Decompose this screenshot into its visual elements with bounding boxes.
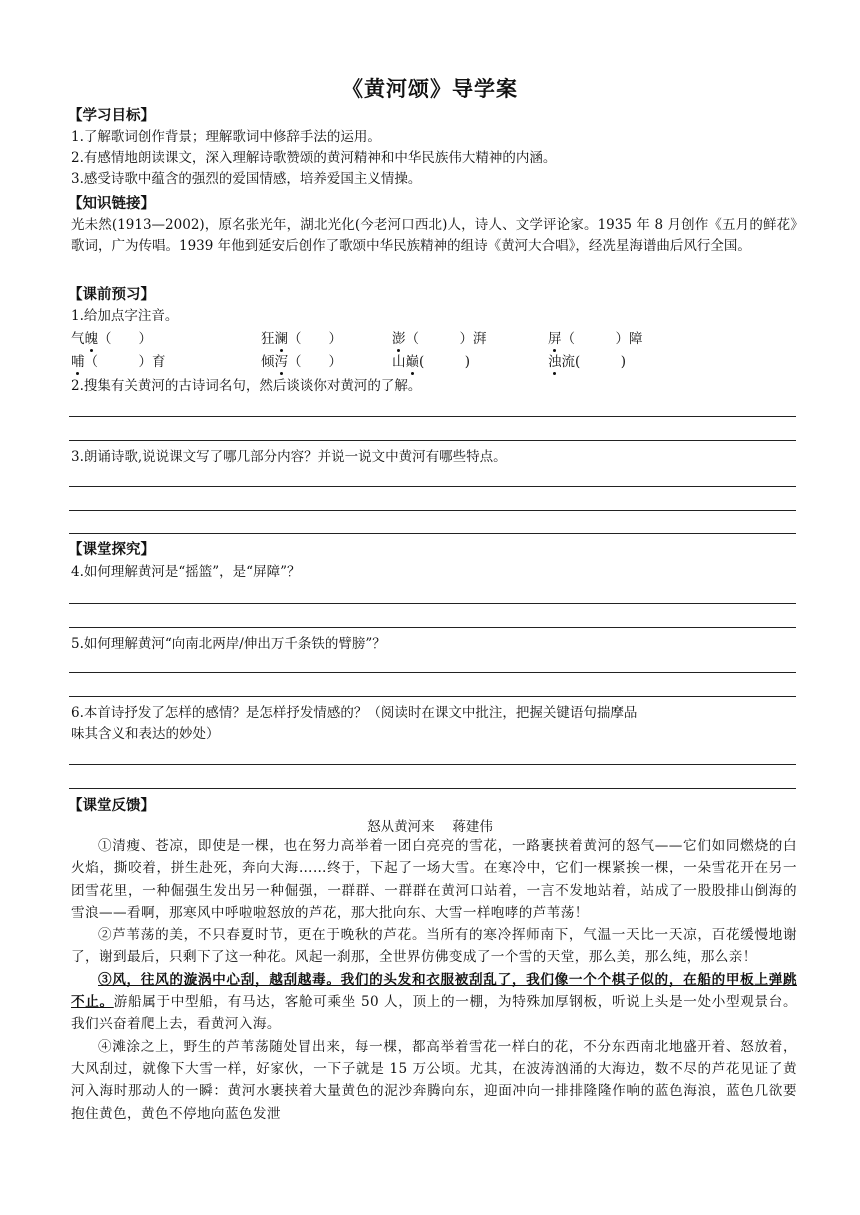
page-title: 《黄河颂》导学案 — [342, 77, 518, 101]
question-1: 1.给加点字注音。 — [71, 308, 179, 324]
goal-item-3: 3.感受诗歌中蕴含的强烈的爱国情感，培养爱国主义情操。 — [71, 171, 422, 187]
pinyin-item-zhuoliu: 浊流( ) — [548, 352, 626, 373]
answer-line — [69, 788, 796, 789]
section-heading-knowledge: 【知识链接】 — [68, 196, 155, 212]
answer-line — [69, 603, 796, 604]
answer-line — [69, 627, 796, 628]
section-heading-feedback: 【课堂反馈】 — [68, 798, 155, 814]
answer-line — [69, 416, 796, 417]
pinyin-item-qingxie: 倾泻（ ） — [261, 352, 342, 373]
reading-passage — [71, 835, 797, 1125]
answer-line — [69, 672, 796, 673]
question-6-line-2: 味其含义和表达的妙处） — [71, 726, 220, 742]
question-4: 4.如何理解黄河是“摇篮”，是“屏障”？ — [71, 564, 301, 580]
section-heading-explore: 【课堂探究】 — [68, 542, 155, 558]
passage-paragraph-2: ②芦苇荡的美，不只春夏时节，更在于晚秋的芦花。当所有的寒冷挥师南下，气温一天比一天凉，百花缓慢地谢了，谢到最后，只剩下了这一种花。风起一刹那，全世界仿佛变成了一个雪的天堂，那么美，那么纯，那么亲！ — [71, 927, 797, 966]
answer-line — [69, 764, 796, 765]
pinyin-item-shandian: 山巅( ) — [392, 352, 470, 373]
pinyin-item-pengpai: 澎（ ）湃 — [392, 329, 487, 350]
passage-paragraph-3 — [71, 969, 797, 1036]
passage-paragraph-1: ①清瘦、苍凉，即使是一棵，也在努力高举着一团白亮亮的雪花，一路裹挟着黄河的怒气——它们如同燃烧的白火焰，撕咬着，拼生赴死，奔向大海……终于，下起了一场大雪。在寒冷中，它们一棵紧挨一棵，一朵雪花开在另一团雪花里，一种倔强生发出另一种倔强，一群群、一群群在黄河口站着，一言不发地站着，站成了一股股排山倒海的雪浪——看啊，那寒风中呼啦啦怒放的芦花，那大批向东、大雪一样咆哮的芦苇荡！ — [71, 838, 797, 921]
pinyin-item-kuanglan: 狂澜（ ） — [261, 329, 342, 350]
goal-item-2: 2.有感情地朗读课文，深入理解诗歌赞颂的黄河精神和中华民族伟大精神的内涵。 — [71, 150, 557, 166]
pinyin-item-pingzhang: 屏（ ）障 — [548, 329, 643, 350]
section-heading-goals: 【学习目标】 — [68, 108, 155, 124]
pinyin-item-qipo: 气魄（ ） — [71, 329, 152, 350]
author-intro: 光未然(1913—2002)，原名张光年，湖北光化(今老河口西北)人，诗人、文学评论家。1935 年 8 月创作《五月的鲜花》歌词，广为传唱。1939 年他到延安后创作了歌颂中华民族精神的组诗《黄河大合唱》，经冼星海谱曲后风行全国。 — [71, 217, 797, 254]
emphasized-sentence: ③风，往风的漩涡中心刮，越刮越毒。我们的头发和衣服被刮乱了，我们像一个个棋子似的，在船的甲板上弹跳不止。 — [71, 971, 797, 1011]
question-3: 3.朗诵诗歌,说说课文写了哪几部分内容？并说一说文中黄河有哪些特点。 — [71, 449, 507, 465]
question-2: 2.搜集有关黄河的古诗词名句，然后谈谈你对黄河的了解。 — [71, 378, 422, 394]
answer-line — [69, 510, 796, 511]
section-heading-preview: 【课前预习】 — [68, 287, 155, 303]
answer-line — [69, 486, 796, 487]
goal-item-1: 1.了解歌词创作背景；理解歌词中修辞手法的运用。 — [71, 129, 381, 145]
pinyin-item-buyu: 哺（ ）育 — [71, 352, 166, 373]
answer-line — [69, 533, 796, 534]
answer-line — [69, 440, 796, 441]
passage-paragraph-3-rest: 游船属于中型船，有马达，客舱可乘坐 50 人，顶上的一棚，为特殊加厚钢板，听说上头是一处小型观景台。我们兴奋着爬上去，看黄河入海。 — [71, 994, 797, 1033]
article-title: 怒从黄河来 蒋建伟 — [367, 819, 493, 835]
question-6-line-1: 6.本首诗抒发了怎样的感情？是怎样抒发情感的？（阅读时在课文中批注，把握关键语句揣摩品 — [71, 705, 638, 721]
question-5: 5.如何理解黄河“向南北两岸/伸出万千条铁的臂膀”？ — [71, 636, 386, 652]
passage-paragraph-4: ④滩涂之上，野生的芦苇荡随处冒出来，每一棵，都高举着雪花一样白的花，不分东西南北地盛开着、怒放着，大风刮过，就像下大雪一样，好家伙，一下子就是 15 万公顷。尤其，在波涛汹涌的大海边，数不尽的芦花见证了黄河入海时那动人的一瞬：黄河水裹挟着大量黄色的泥沙奔腾向东，迎面冲向一排排隆隆作响的蓝色海浪，蓝色几欲要抱住黄色，黄色不停地向蓝色发泄 — [71, 1038, 797, 1122]
answer-line — [69, 696, 796, 697]
